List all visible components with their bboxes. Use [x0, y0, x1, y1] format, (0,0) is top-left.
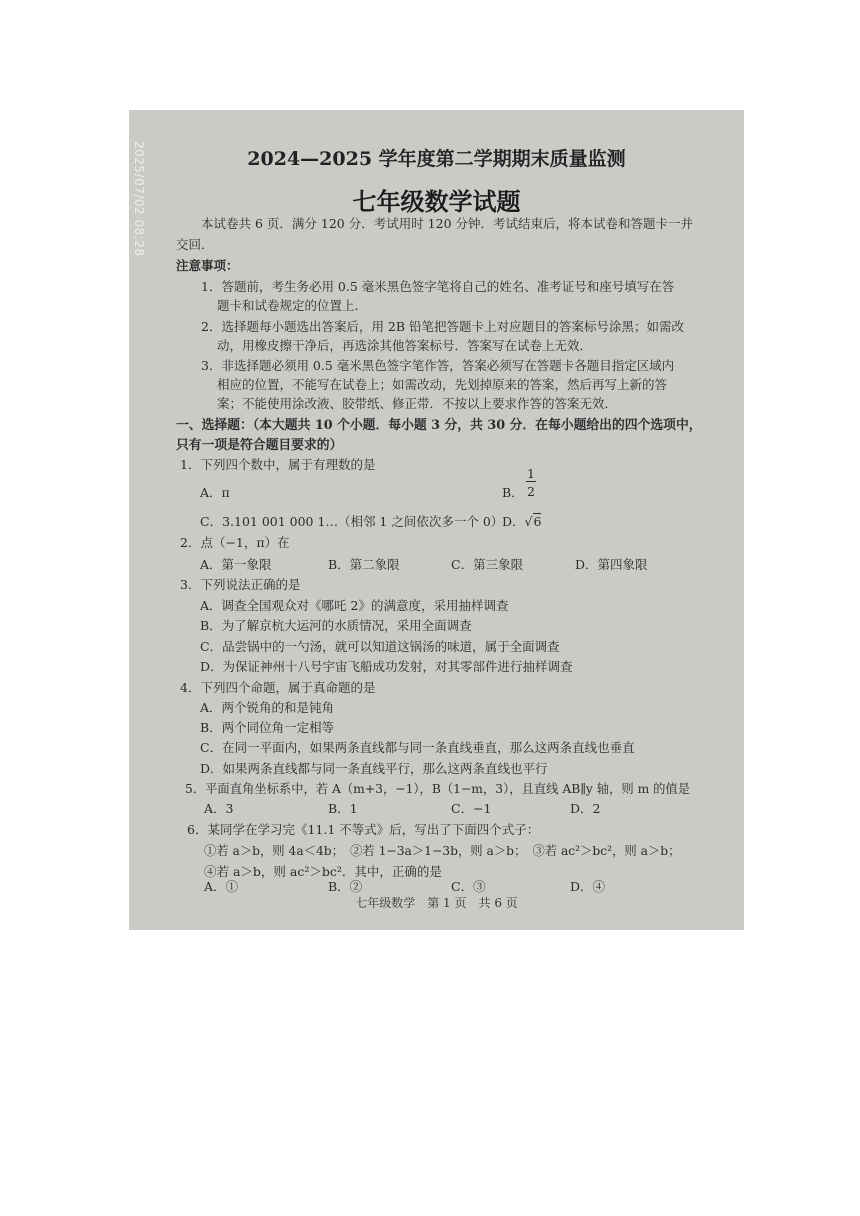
q3-option: A．调查全国观众对《哪吒 2》的满意度，采用抽样调查 — [200, 598, 509, 613]
q2-option: D．第四象限 — [575, 557, 648, 572]
q1-option-a: A．π — [200, 485, 230, 500]
question-2-stem: 2．点（−1，π）在 — [180, 535, 290, 550]
q2-option: A．第一象限 — [200, 557, 272, 572]
q6-option: B．② — [328, 879, 363, 894]
note-line: 案；不能使用涂改液、胶带纸、修正带．不按以上要求作答的答案无效． — [217, 396, 618, 411]
page-footer: 七年级数学 第 1 页 共 6 页 — [355, 896, 518, 910]
question-5-stem: 5．平面直角坐标系中，若 A（m+3，−1），B（1−m，3），且直线 AB∥y 轴，则 m 的值是 — [185, 782, 691, 796]
exam-page-photo — [129, 110, 744, 930]
q1-option-d-label: D． — [502, 514, 525, 529]
intro-line: 交回． — [176, 237, 214, 252]
q6-option: C．③ — [451, 879, 486, 894]
q1-option-b-label: B． — [502, 485, 524, 500]
note-line: 相应的位置，不能写在试卷上；如需改动，先划掉原来的答案，然后再写上新的答 — [217, 377, 668, 392]
q3-option: C．品尝锅中的一勺汤，就可以知道这锅汤的味道，属于全面调查 — [200, 639, 560, 654]
note-line: 2．选择题每小题选出答案后，用 2B 铅笔把答题卡上对应题目的答案标号涂黑；如需改 — [201, 319, 685, 334]
note-line: 题卡和试卷规定的位置上． — [217, 298, 368, 313]
note-line: 动，用橡皮擦干净后，再选涂其他答案标号．答案写在试卷上无效． — [217, 338, 593, 353]
note-line: 3．非选择题必须用 0.5 毫米黑色签字笔作答，答案必须写在答题卡各题目指定区域内 — [201, 358, 675, 373]
exam-title: 2024—2025 学年度第二学期期末质量监测 — [247, 148, 626, 170]
q4-option: A．两个锐角的和是钝角 — [200, 700, 335, 715]
q6-option: A．① — [204, 879, 239, 894]
q5-option: D．2 — [570, 801, 601, 816]
section-heading: 一、选择题：（本大题共 10 个小题．每小题 3 分，共 30 分．在每小题给出的四个选项中， — [176, 418, 702, 433]
q4-option: D．如果两条直线都与同一条直线平行，那么这两条直线也平行 — [200, 761, 548, 776]
intro-line: 本试卷共 6 页．满分 120 分．考试用时 120 分钟．考试结束后，将本试卷和答题卡一并 — [201, 216, 694, 231]
sqrt-radicand: 6 — [533, 514, 542, 529]
exam-subtitle: 七年级数学试题 — [352, 187, 521, 216]
q5-option: A．3 — [204, 801, 234, 816]
notes-heading: 注意事项： — [176, 258, 239, 273]
q2-option: C．第三象限 — [451, 557, 524, 572]
q2-option: B．第二象限 — [328, 557, 400, 572]
fraction-bar — [526, 481, 536, 482]
question-1-stem: 1．下列四个数中，属于有理数的是 — [180, 457, 376, 472]
q6-statements: ④若 a＞b，则 ac²＞bc²．其中，正确的是 — [204, 864, 442, 879]
q1-option-c: C．3.101 001 000 1…（相邻 1 之间依次多一个 0） — [200, 514, 504, 529]
question-3-stem: 3．下列说法正确的是 — [180, 577, 301, 592]
q1-option-d — [502, 512, 541, 530]
note-line: 1．答题前，考生务必用 0.5 毫米黑色签字笔将自己的姓名、准考证号和座号填写在答 — [201, 279, 675, 294]
q3-option: D．为保证神州十八号宇宙飞船成功发射，对其零部件进行抽样调查 — [200, 659, 573, 674]
q6-statements: ①若 a＞b，则 4a＜4b； ②若 1−3a＞1−3b，则 a＞b； ③若 ac²＞bc²，则 a＞b； — [204, 844, 681, 858]
question-4-stem: 4．下列四个命题，属于真命题的是 — [180, 680, 376, 695]
q6-option: D．④ — [570, 879, 606, 894]
q4-option: C．在同一平面内，如果两条直线都与同一条直线垂直，那么这两条直线也垂直 — [200, 740, 635, 755]
question-6-stem: 6．某同学在学习完《11.1 不等式》后，写出了下面四个式子： — [187, 822, 540, 837]
timestamp-watermark: 2025/07/02 08:28 — [132, 141, 146, 257]
q5-option: C．−1 — [451, 801, 492, 816]
q3-option: B．为了解京杭大运河的水质情况，采用全面调查 — [200, 618, 472, 633]
q4-option: B．两个同位角一定相等 — [200, 720, 335, 735]
fraction-denominator: 2 — [527, 484, 535, 499]
q1-option-b-fraction — [524, 466, 538, 499]
q5-option: B．1 — [328, 801, 358, 816]
fraction-numerator: 1 — [527, 466, 535, 481]
sqrt-icon: √ — [524, 514, 533, 529]
section-heading: 只有一项是符合题目要求的） — [176, 438, 343, 453]
